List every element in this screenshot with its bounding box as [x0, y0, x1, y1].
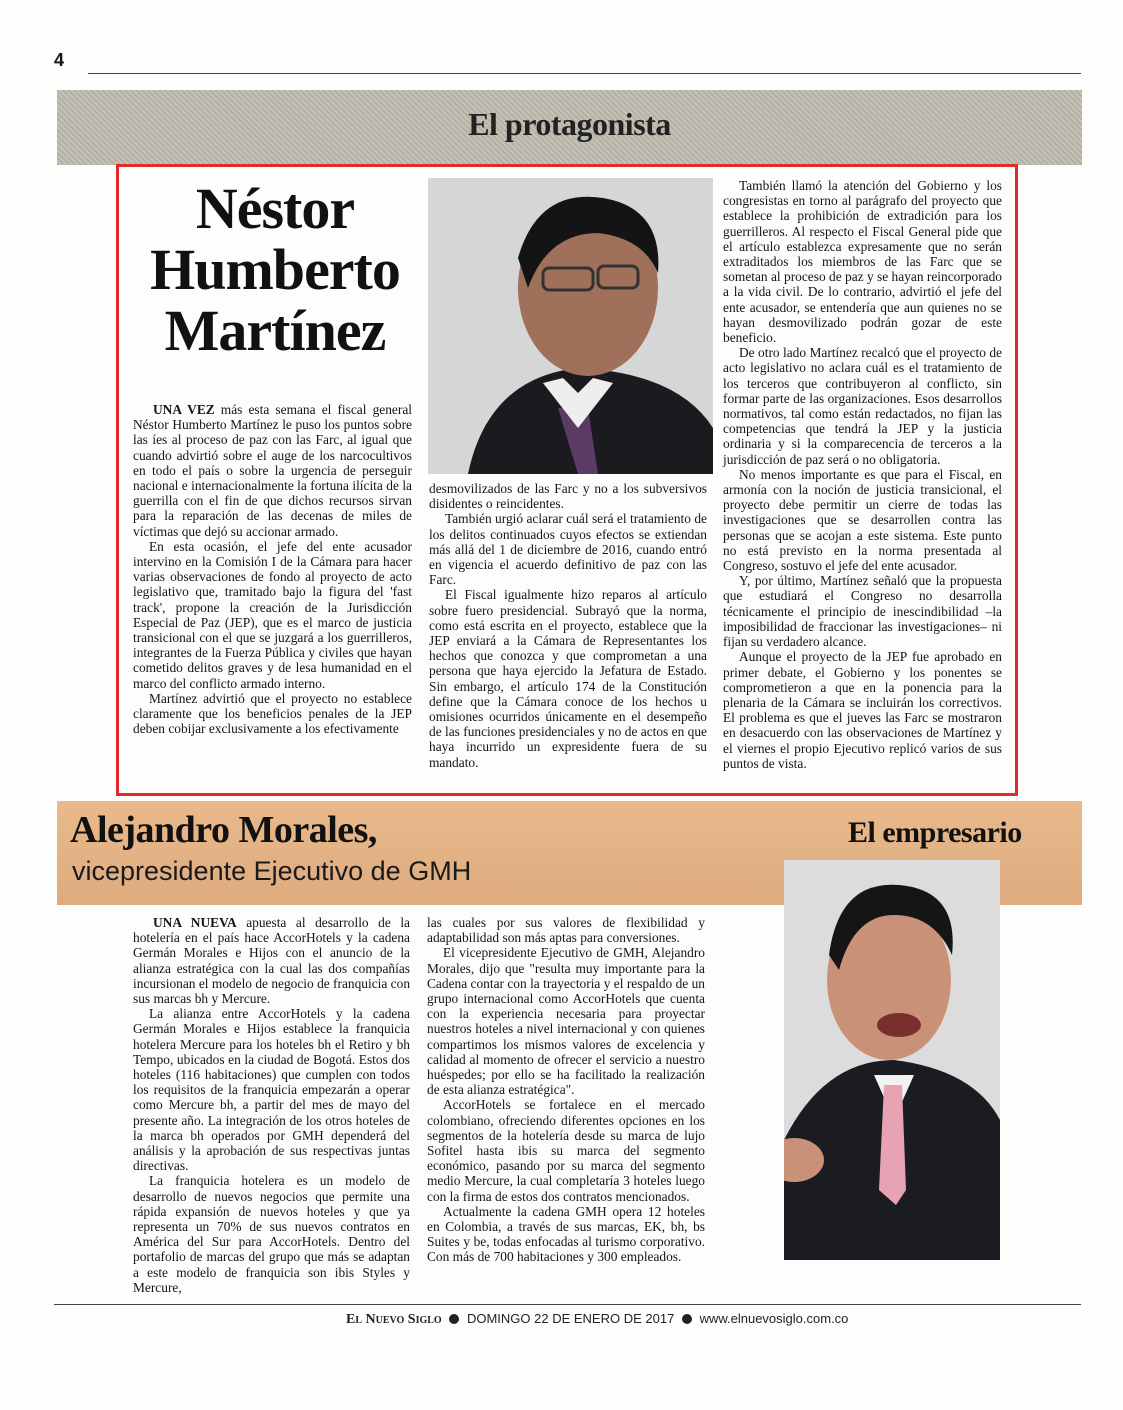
article2-column-1 [133, 915, 410, 1295]
headline-line: Humberto [150, 237, 400, 302]
article-paragraph: Actualmente la cadena GMH opera 12 hoteles en Colombia, a través de sus marcas, EK, bh, bs Suites y be, todas enfocadas al turismo corporativo. Con más de 700 habitaciones y 300 empleados. [427, 1203, 705, 1265]
article-paragraph: Aunque el proyecto de la JEP fue aprobado en primer debate, el Gobierno y los ponentes se comprometieron a que en la ponencia para la plenaria de la Cámara se incluirán los correctivos. El problema es que el jueves las Farc se mostraron en desacuerdo con las observaciones de Martínez y el viernes el propio Ejecutivo replicó varios de sus puntos de vista. [723, 649, 1002, 771]
page-number: 4 [54, 50, 65, 70]
article-paragraph [133, 915, 410, 1006]
bullet-icon [449, 1314, 459, 1324]
paragraph-text: más esta semana el fiscal general Néstor Humberto Martínez le puso los puntos sobre las íes al proceso de paz con las Farc, al igual que cuando advirtió sobre el auge de los narcocultivos en todo el país o sobre la urgencia de perseguir nacional e internacionalmente la fortuna ilícita de la guerrilla con el fin de que dichos recursos sirvan para la reparación de las decenas de miles de víctimas que dejó su accionar armado. [133, 402, 412, 539]
article2-column-2 [427, 915, 705, 1265]
lead-in: UNA NUEVA [153, 915, 237, 930]
section2-label: El empresario [848, 816, 1022, 849]
paragraph-text: apuesta al desarrollo de la hotelería en el país hace AccorHotels y la cadena Germán Morales e Hijos con el anuncio de la alianza estratégica con la cual las dos compañías incursionan el modelo de negocio de franquicia con sus marcas bh y Mercure. [133, 915, 411, 1007]
article-paragraph: El Fiscal igualmente hizo reparos al artículo sobre fuero presidencial. Subrayó que la norma, como está escrita en el proyecto, establece que la JEP enviará a la Cámara de Representantes los hechos que conozca y que comprometan a una persona que haya ejercido la Jefatura de Estado. Sin embargo, el artículo 174 de la Constitución define que la Cámara conoce de los hechos u omisiones ocurridos únicamente en el desempeño de las funciones presidenciales y no de actos en que haya incurrido un expresidente fuera de su mandato. [429, 587, 707, 770]
article-paragraph: También llamó la atención del Gobierno y los congresistas en torno al parágrafo del proyecto que establece la prohibición de extradición para los guerrilleros. Al respecto el Fiscal General pide que el artículo establezca expresamente que no serán extraditados los miembros de las Farc que se sometan al proceso de paz y se hayan reincorporado a la vida civil. De lo contrario, advirtió el jefe del ente acusador, se entendería que aun quienes no se hayan desmovilizado podrán gozar de este beneficio. [723, 178, 1002, 346]
website-url: www.elnuevosiglo.com.co [699, 1311, 849, 1326]
lead-in: UNA VEZ [153, 402, 215, 417]
article-paragraph: Y, por último, Martínez señaló que la propuesta que estudiará el Congreso no desarrolla técnicamente el principio de inescindibilidad –la imposibilidad de fraccionar las investigaciones– ni fijan su verdadero alcance. [723, 573, 1002, 650]
section-label: El protagonista [468, 106, 671, 142]
article-paragraph: El vicepresidente Ejecutivo de GMH, Alejandro Morales, dijo que "resulta muy importante para la Cadena contar con la trayectoria y el respaldo de un grupo internacional como AccorHotels que cuenta con la experiencia necesaria para proyectar nuestros hoteles a nivel internacional y con quienes compartimos los mismos valores de excelencia y calidad al momento de ofrecer el servicio a nuestro huéspedes; por ello se ha facilitado la realización de esta alianza estratégica". [427, 945, 705, 1098]
executive-photo [784, 860, 1000, 1260]
newspaper-brand: El Nuevo Siglo [346, 1312, 442, 1327]
person-name: Alejandro Morales, [70, 809, 377, 851]
article-paragraph: También urgió aclarar cuál será el tratamiento de los delitos continuados cuyos efectos se extiendan más allá del 1 de diciembre de 2016, cuando entró en vigencia el acuerdo definitivo de paz con las Farc. [429, 511, 707, 588]
executive-illustration [784, 860, 1000, 1260]
highlight-frame [116, 164, 1018, 796]
headline-line: Néstor [195, 176, 355, 241]
article-paragraph: las cuales por sus valores de flexibilidad y adaptabilidad son más aptas para conversiones. [427, 915, 705, 946]
article-paragraph: La alianza entre AccorHotels y la cadena Germán Morales e Hijos establece la franquicia hotelera Mercure para los hoteles bh el Retiro y bh Tempo, ubicados en la ciudad de Bogotá. Estos dos hoteles (116 habitaciones) que cumplen con todos los requisitos de la franquicia empezarán a operar como Mercure bh, a partir del mes de mayo del presente año. La integración de los otros hoteles de la marca bh operados por GMH dependerá del análisis y la aprobación de sus respectivas juntas directivas. [133, 1006, 410, 1174]
article-paragraph: La franquicia hotelera es un modelo de desarrollo de nuevos negocios que permite una rápida expansión de nuevos hoteles y que ya representa un 70% de sus nuevos contratos en América del Sur para AccorHotels. Dentro del portafolio de marcas del grupo que más se adaptan a este modelo de franquicia son ibis Styles y Mercure, [133, 1173, 410, 1295]
person-title: vicepresidente Ejecutivo de GMH [72, 856, 472, 886]
article-paragraph: No menos importante es que para el Fiscal, en armonía con la noción de justicia transicional, el proyecto debe permitir un cierre de todas las investigaciones que se desarrollen contra las personas que se acojan a este sistema. Este punto no está previsto en la norma presentada al Congreso, sostuvo el jefe del ente acusador. [723, 466, 1002, 574]
headline-line: Martínez [164, 298, 386, 363]
article-paragraph: En esta ocasión, el jefe del ente acusador intervino en la Comisión I de la Cámara para hacer varias observaciones de fondo al proyecto de acto legislativo que, tramitado bajo la figura del 'fast track', propone la creación de la Jurisdicción Especial de Paz (JEP), que es el marco de justicia transicional con el que se juzgará a los guerrilleros, integrantes de la Fuerza Pública y civiles que hayan cometido delitos graves y de lesa humanidad en el marco del conflicto armado interno. [133, 538, 412, 691]
top-divider [88, 73, 1081, 74]
article-paragraph: De otro lado Martínez recalcó que el proyecto de acto legislativo no aclara cuál es el tratamiento de los terceros que contribuyeron al conflicto, sin formar parte de las organizaciones. Esos desarrollos normativos, tal como están redactados, no fijan las competencias que tendrá la JEP y la justicia ordinaria y si la comparecencia de terceros a la jurisdicción de paz será o no obligatoria. [723, 345, 1002, 467]
page-footer [346, 1311, 848, 1328]
issue-date: DOMINGO 22 DE ENERO DE 2017 [466, 1311, 675, 1326]
bullet-icon [682, 1314, 692, 1324]
article-paragraph: AccorHotels se fortalece en el mercado colombiano, ofreciendo diferentes opciones en los segmentos de la hotelería desde su marca de lujo Sofitel hasta ibis su marca del segmento económico, pasando por su marca del segmento medio Mercure, la cual completaría 3 hoteles luego con la firma de estos dos contratos mencionados. [427, 1097, 705, 1204]
article-paragraph: Martínez advirtió que el proyecto no establece claramente que los beneficios penales de la JEP deben cobijar exclusivamente a los efectivamente [133, 690, 412, 737]
footer-divider [54, 1304, 1081, 1305]
article-paragraph: desmovilizados de las Farc y no a los subversivos disidentes o reincidentes. [429, 481, 707, 512]
